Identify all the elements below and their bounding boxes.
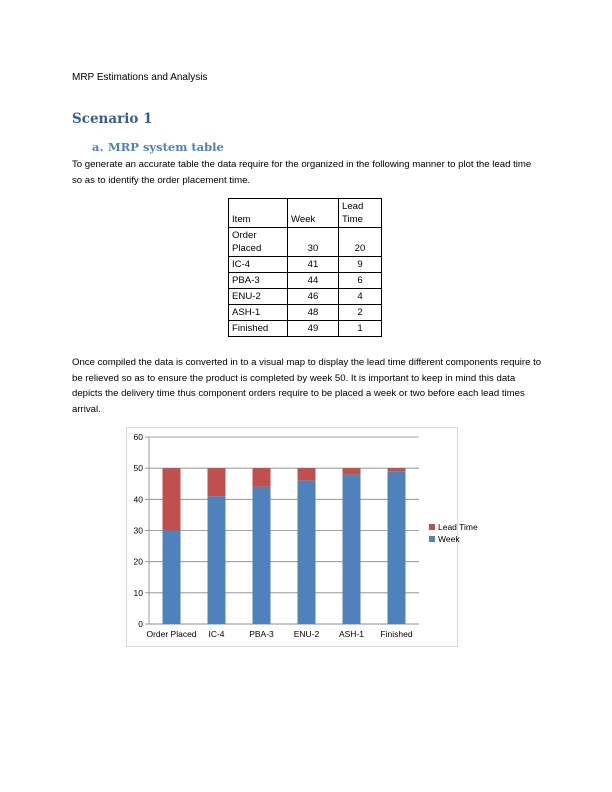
x-tick-label: Order Placed <box>146 629 197 639</box>
cell-week: 49 <box>288 321 339 337</box>
header-item: Item <box>229 199 288 228</box>
mrp-table <box>228 198 382 337</box>
x-tick-label: IC-4 <box>208 629 225 639</box>
page-header: MRP Estimations and Analysis <box>72 72 208 83</box>
y-tick-label: 20 <box>133 556 143 567</box>
x-tick-label: ASH-1 <box>338 629 365 639</box>
cell-item: IC-4 <box>229 257 288 273</box>
bar-week <box>163 531 181 625</box>
bar-lead-time <box>298 468 316 480</box>
section-number: a. <box>92 140 104 154</box>
bar-lead-time <box>343 468 361 474</box>
legend-swatch <box>429 524 435 530</box>
bar-week <box>298 481 316 624</box>
cell-week: 41 <box>288 257 339 273</box>
y-tick-label: 30 <box>133 525 143 536</box>
bar-lead-time <box>388 468 406 471</box>
bar-lead-time <box>163 468 181 530</box>
section-heading <box>92 140 224 154</box>
bar-lead-time <box>208 468 226 496</box>
cell-lead-time: 20 <box>339 228 382 257</box>
x-tick-label: Finished <box>380 629 413 639</box>
legend-swatch <box>429 536 435 542</box>
y-tick-label: 10 <box>133 587 143 598</box>
cell-week: 44 <box>288 273 339 289</box>
table-row <box>229 257 382 273</box>
intro-paragraph: To generate an accurate table the data require for the organized in the following manner to plot the lead time so as to identify the order placement time. <box>72 159 532 186</box>
cell-lead-time: 9 <box>339 257 382 273</box>
y-tick-label: 60 <box>133 432 143 442</box>
y-tick-label: 50 <box>133 463 143 474</box>
cell-week: 48 <box>288 305 339 321</box>
cell-item: Order Placed <box>229 228 288 257</box>
table-row <box>229 228 382 257</box>
table-row <box>229 305 382 321</box>
bar-lead-time <box>253 468 271 487</box>
y-tick-label: 40 <box>133 494 143 505</box>
cell-lead-time: 2 <box>339 305 382 321</box>
table-header-row <box>229 199 382 228</box>
cell-item: ASH-1 <box>229 305 288 321</box>
bar-week <box>253 487 271 624</box>
bar-week <box>208 496 226 624</box>
x-tick-label: ENU-2 <box>293 629 320 639</box>
lead-time-chart <box>126 427 478 647</box>
x-tick-label: PBA-3 <box>249 629 274 639</box>
bar-week <box>343 474 361 624</box>
cell-lead-time: 4 <box>339 289 382 305</box>
cell-item: ENU-2 <box>229 289 288 305</box>
header-week: Week <box>288 199 339 228</box>
cell-item: PBA-3 <box>229 273 288 289</box>
cell-item: Finished <box>229 321 288 337</box>
cell-lead-time: 1 <box>339 321 382 337</box>
legend-label: Lead Time <box>438 522 478 532</box>
section-title: MRP system table <box>108 140 224 154</box>
chart-canvas <box>127 428 478 646</box>
cell-week: 30 <box>288 228 339 257</box>
bar-week <box>388 471 406 624</box>
scenario-heading: Scenario 1 <box>72 111 153 127</box>
legend-label: Week <box>438 534 460 544</box>
table-row <box>229 321 382 337</box>
table-row <box>229 289 382 305</box>
header-lead-time: Lead Time <box>339 199 382 228</box>
table-row <box>229 273 382 289</box>
analysis-paragraph: Once compiled the data is converted in to a visual map to display the lead time different components require to be relieved so as to ensure the product is completed by week 50. It is important to keep in mind this data depicts the delivery time thus component orders require to be placed a week or two before each lead times arrival. <box>72 357 542 415</box>
y-tick-label: 0 <box>138 619 143 629</box>
cell-week: 46 <box>288 289 339 305</box>
cell-lead-time: 6 <box>339 273 382 289</box>
